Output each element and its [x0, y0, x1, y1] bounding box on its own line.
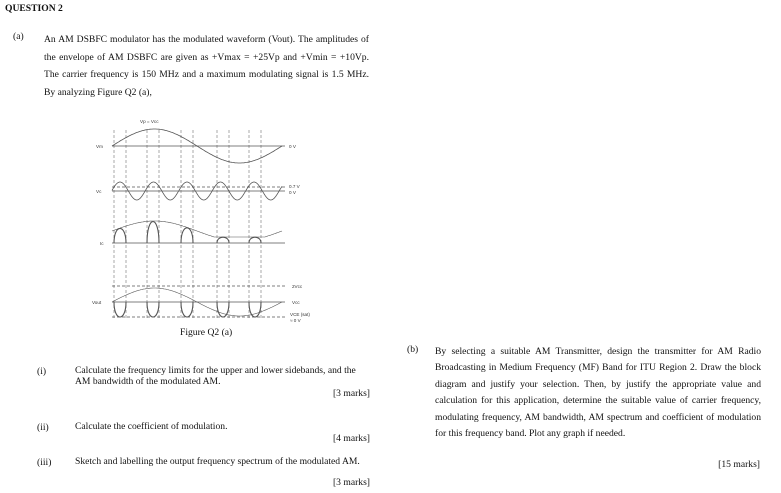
question-i-marks: [3 marks]: [332, 388, 370, 399]
part-a-text: An AM DSBFC modulator has the modulated waveform (Vout). The amplitudes of the envelope of AM DSBFC are given as +Vmax = +25Vp and +Vmin = +10Vp. The carrier frequency is 150 MHz and a maximum modulating signal is 1.5 MHz. By analyzing Figure Q2 (a),: [44, 34, 369, 99]
label-vm: Vm: [96, 144, 103, 149]
ic-pulse: [147, 222, 159, 243]
label-vout: Vout: [92, 300, 102, 305]
ic-pulse: [114, 228, 126, 243]
label-0v-1: 0 V: [289, 144, 296, 149]
part-b-marks: [15 marks]: [718, 459, 760, 470]
label-0v-2: 0 V: [289, 190, 296, 195]
figure-q2a-waveforms: [90, 110, 330, 330]
figure-caption: Figure Q2 (a): [180, 327, 233, 338]
question-iii-marks: [3 marks]: [332, 477, 370, 488]
part-a-label: (a): [13, 31, 24, 42]
question-ii-label: (ii): [37, 422, 49, 433]
question-i-label: (i): [37, 366, 47, 377]
question-title: QUESTION 2: [5, 3, 63, 14]
label-2vcc: 2Vcc: [292, 284, 303, 289]
ic-pulse: [181, 228, 193, 243]
ic-pulse: [249, 237, 261, 243]
label-vc: Vc: [96, 189, 102, 194]
label-vcc: Vcc: [292, 300, 300, 305]
part-b-label: (b): [407, 344, 419, 355]
label-vp-vcc: Vp = Vcc: [140, 119, 159, 124]
label-approx-0v: ≈ 0 V: [290, 318, 301, 323]
vout-pulse: [147, 302, 159, 317]
label-vce-sat: VCE (sat): [290, 312, 310, 317]
question-iii-label: (iii): [37, 457, 52, 468]
question-ii-marks: [4 marks]: [332, 433, 370, 444]
question-iii-text: Sketch and labelling the output frequency spectrum of the modulated AM.: [75, 456, 360, 467]
ic-envelope: [112, 221, 282, 237]
vout-pulse: [114, 302, 126, 317]
part-b-text: By selecting a suitable AM Transmitter, design the transmitter for AM Radio Broadcasting in Medium Frequency (MF) Band for ITU Region 2. Draw the block diagram and justify your selection. Then, by justify the appropriate value and calculation for this application, determine the suitable value of carrier frequency, modulating frequency, AM bandwidth, AM spectrum and coefficient of modulation for this frequency band. Plot any graph if needed.: [435, 346, 761, 440]
question-ii-text: Calculate the coefficient of modulation.: [75, 421, 228, 432]
question-i-text: Calculate the frequency limits for the upper and lower sidebands, and the AM bandwidth of the modulated AM.: [75, 365, 356, 387]
label-ic: Ic: [100, 241, 104, 246]
label-0-7v: 0.7 V: [289, 184, 300, 189]
ic-pulse: [217, 237, 229, 243]
vout-pulse: [181, 302, 193, 317]
